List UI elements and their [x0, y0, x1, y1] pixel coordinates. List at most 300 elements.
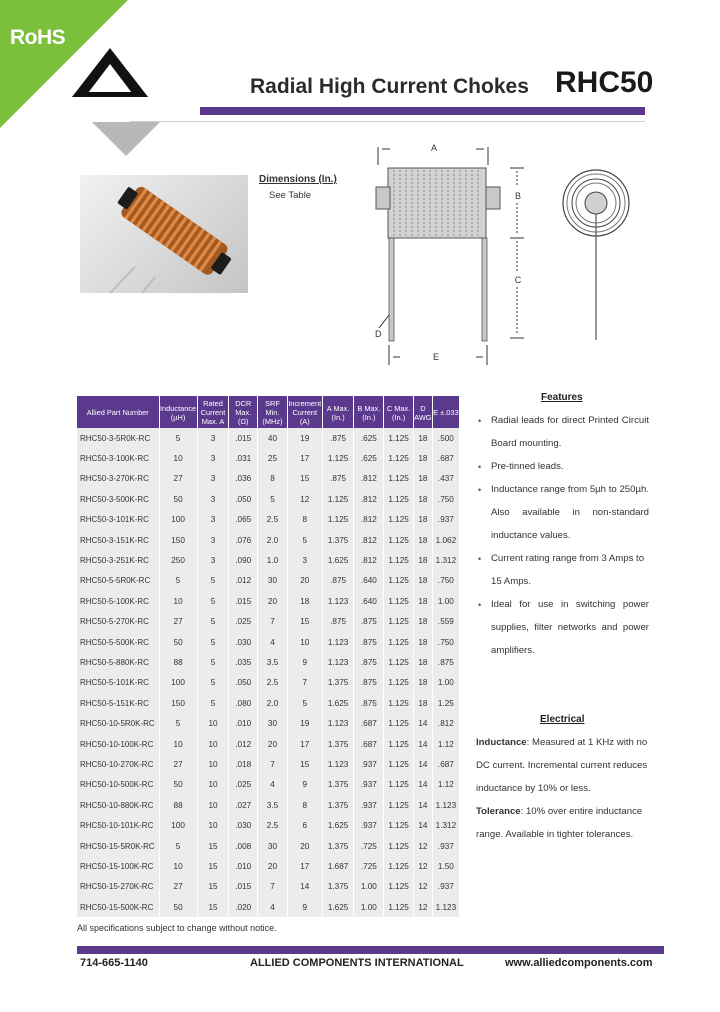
feature-item-1: Radial leads for direct Printed Circuit Board mounting. [491, 415, 649, 449]
feature-bullet-2: • [478, 462, 482, 472]
table-cell: 1.312 [432, 815, 459, 835]
table-cell: 50 [159, 897, 197, 917]
table-cell: 5 [258, 489, 288, 509]
table-cell: .640 [354, 591, 384, 611]
table-cell: 18 [413, 632, 432, 652]
table-cell: 4 [258, 632, 288, 652]
table-cell: 18 [413, 550, 432, 570]
table-cell: .750 [432, 571, 459, 591]
table-cell: .687 [432, 448, 459, 468]
table-cell: 25 [258, 448, 288, 468]
col-header-increment-current: Increment Current (A) [287, 396, 322, 428]
table-cell: 1.00 [432, 591, 459, 611]
table-cell: 4 [258, 897, 288, 917]
table-cell: 1.125 [384, 673, 414, 693]
table-cell: 3 [197, 469, 229, 489]
part-number-cell: RHC50-15-5R0K-RC [77, 836, 159, 856]
table-cell: 8 [287, 795, 322, 815]
table-cell: 7 [258, 877, 288, 897]
table-cell: 100 [159, 815, 197, 835]
table-cell: 12 [287, 489, 322, 509]
table-cell: 1.125 [322, 489, 354, 509]
table-cell: 1.00 [354, 877, 384, 897]
table-cell: 12 [413, 877, 432, 897]
table-cell: 1.375 [322, 877, 354, 897]
col-header-e: E ±.033 [432, 396, 459, 428]
table-row [77, 897, 459, 917]
table-cell: 2.5 [258, 815, 288, 835]
table-cell: 15 [197, 877, 229, 897]
table-cell: 3.5 [258, 652, 288, 672]
table-row [77, 815, 459, 835]
table-cell: 1.625 [322, 693, 354, 713]
table-header-row [77, 396, 459, 428]
table-cell: .076 [229, 530, 258, 550]
table-cell: 1.125 [384, 836, 414, 856]
table-row [77, 713, 459, 733]
table-cell: 9 [287, 897, 322, 917]
table-cell: 2.0 [258, 693, 288, 713]
table-row [77, 673, 459, 693]
table-cell: .036 [229, 469, 258, 489]
inductance-label: Inductance [476, 737, 527, 748]
table-cell: 17 [287, 734, 322, 754]
table-cell: .015 [229, 591, 258, 611]
table-row [77, 612, 459, 632]
table-cell: 14 [413, 713, 432, 733]
choke-illustration [80, 175, 248, 293]
table-cell: 18 [413, 469, 432, 489]
part-number-cell: RHC50-3-100K-RC [77, 448, 159, 468]
table-cell: 1.125 [384, 550, 414, 570]
table-cell: 12 [413, 897, 432, 917]
part-number-cell: RHC50-10-880K-RC [77, 795, 159, 815]
table-cell: 14 [287, 877, 322, 897]
table-cell: .640 [354, 571, 384, 591]
feature-bullet-3: • [478, 485, 482, 495]
table-cell: 1.125 [384, 877, 414, 897]
table-cell: 10 [159, 448, 197, 468]
table-cell: 1.123 [322, 591, 354, 611]
table-cell: .875 [322, 612, 354, 632]
allied-logo [70, 42, 170, 160]
table-cell: 1.125 [384, 897, 414, 917]
col-header-inductance: Inductance (µH) [159, 396, 197, 428]
features-title: Features [541, 392, 583, 403]
table-row [77, 836, 459, 856]
table-cell: 27 [159, 877, 197, 897]
footer-divider [77, 946, 664, 954]
table-row [77, 428, 459, 448]
table-cell: .937 [432, 836, 459, 856]
table-cell: 2.0 [258, 530, 288, 550]
table-cell: 1.125 [384, 856, 414, 876]
table-cell: 1.25 [432, 693, 459, 713]
table-cell: 14 [413, 754, 432, 774]
table-cell: .030 [229, 815, 258, 835]
table-cell: 1.625 [322, 897, 354, 917]
table-cell: 18 [413, 652, 432, 672]
table-cell: 1.125 [384, 489, 414, 509]
table-cell: 1.125 [384, 693, 414, 713]
table-row [77, 469, 459, 489]
table-cell: 12 [413, 856, 432, 876]
table-cell: 20 [258, 856, 288, 876]
table-cell: 6 [287, 815, 322, 835]
table-cell: .437 [432, 469, 459, 489]
table-footnote: All specifications subject to change without notice. [77, 923, 277, 933]
table-cell: .010 [229, 713, 258, 733]
table-cell: 15 [287, 612, 322, 632]
dim-label-a: A [430, 143, 438, 153]
table-cell: 9 [287, 775, 322, 795]
table-cell: 1.00 [432, 673, 459, 693]
dim-label-c: C [514, 275, 522, 285]
table-cell: 10 [159, 734, 197, 754]
table-cell: .812 [354, 510, 384, 530]
table-cell: 20 [258, 591, 288, 611]
table-cell: 15 [287, 469, 322, 489]
table-cell: .875 [354, 673, 384, 693]
col-header-part-number: Allied Part Number [77, 396, 159, 428]
coil-end-view [563, 170, 629, 340]
table-cell: .010 [229, 856, 258, 876]
table-cell: 30 [258, 836, 288, 856]
feature-bullet-5: • [478, 600, 482, 610]
table-cell: .750 [432, 632, 459, 652]
table-cell: 10 [197, 775, 229, 795]
table-cell: 3 [197, 550, 229, 570]
table-row [77, 489, 459, 509]
table-cell: 1.125 [384, 754, 414, 774]
feature-item-4: Current rating range from 3 Amps to 15 Amps. [491, 553, 645, 587]
table-cell: 5 [159, 428, 197, 448]
table-row [77, 591, 459, 611]
table-cell: 1.375 [322, 795, 354, 815]
table-cell: .015 [229, 877, 258, 897]
table-cell: 10 [197, 795, 229, 815]
table-cell: 1.123 [432, 795, 459, 815]
table-cell: 1.375 [322, 775, 354, 795]
table-cell: 8 [258, 469, 288, 489]
table-cell: 2.5 [258, 673, 288, 693]
table-cell: 10 [197, 734, 229, 754]
electrical-tolerance [476, 800, 650, 846]
table-cell: .812 [354, 469, 384, 489]
part-number-cell: RHC50-15-270K-RC [77, 877, 159, 897]
table-cell: 1.00 [354, 897, 384, 917]
part-number-cell: RHC50-3-5R0K-RC [77, 428, 159, 448]
table-cell: 30 [258, 571, 288, 591]
table-cell: 1.123 [322, 713, 354, 733]
table-cell: 3 [197, 489, 229, 509]
col-header-srf: SRF Min. (MHz) [258, 396, 288, 428]
table-cell: 1.125 [384, 713, 414, 733]
table-cell: 1.12 [432, 734, 459, 754]
table-cell: 10 [159, 856, 197, 876]
table-cell: 1.125 [322, 448, 354, 468]
title-divider [200, 107, 645, 115]
part-number-cell: RHC50-10-270K-RC [77, 754, 159, 774]
table-cell: 1.125 [322, 510, 354, 530]
table-cell: .018 [229, 754, 258, 774]
part-number-cell: RHC50-5-880K-RC [77, 652, 159, 672]
model-number: RHC50 [555, 66, 654, 99]
tolerance-text: : 10% over entire inductance range. Available in tighter tolerances. [476, 806, 643, 840]
table-cell: 18 [413, 428, 432, 448]
table-row [77, 856, 459, 876]
table-cell: .937 [432, 877, 459, 897]
table-row [77, 530, 459, 550]
table-cell: .750 [432, 489, 459, 509]
col-header-d: D AWG [413, 396, 432, 428]
dim-label-b: B [514, 191, 522, 201]
table-cell: .020 [229, 897, 258, 917]
table-cell: 9 [287, 652, 322, 672]
table-cell: .050 [229, 673, 258, 693]
table-cell: 1.625 [322, 815, 354, 835]
table-cell: 1.125 [384, 612, 414, 632]
table-cell: 3 [197, 448, 229, 468]
part-number-cell: RHC50-10-5R0K-RC [77, 713, 159, 733]
table-cell: 5 [197, 693, 229, 713]
table-cell: .025 [229, 775, 258, 795]
table-cell: .500 [432, 428, 459, 448]
table-cell: .725 [354, 856, 384, 876]
feature-bullet-4: • [478, 554, 482, 564]
table-cell: .050 [229, 489, 258, 509]
table-cell: 100 [159, 510, 197, 530]
table-cell: 1.125 [384, 815, 414, 835]
table-cell: 15 [197, 897, 229, 917]
col-header-dcr: DCR Max. (Ω) [229, 396, 258, 428]
table-cell: 4 [258, 775, 288, 795]
table-cell: .012 [229, 734, 258, 754]
tolerance-label: Tolerance [476, 806, 521, 817]
table-cell: 1.062 [432, 530, 459, 550]
part-number-cell: RHC50-15-500K-RC [77, 897, 159, 917]
table-cell: 1.0 [258, 550, 288, 570]
page-title: Radial High Current Chokes [250, 75, 529, 98]
table-cell: 1.375 [322, 836, 354, 856]
table-cell: 20 [287, 571, 322, 591]
table-cell: 1.12 [432, 775, 459, 795]
table-cell: 18 [413, 673, 432, 693]
table-cell: .008 [229, 836, 258, 856]
table-cell: 5 [197, 571, 229, 591]
table-cell: .937 [354, 775, 384, 795]
table-cell: .065 [229, 510, 258, 530]
table-cell: 50 [159, 775, 197, 795]
dimension-drawing [360, 135, 660, 375]
part-number-cell: RHC50-5-270K-RC [77, 612, 159, 632]
table-cell: 250 [159, 550, 197, 570]
table-cell: .012 [229, 571, 258, 591]
electrical-title: Electrical [540, 714, 585, 725]
table-cell: 10 [287, 632, 322, 652]
table-cell: 1.125 [384, 448, 414, 468]
table-cell: 1.125 [384, 734, 414, 754]
table-cell: 7 [258, 612, 288, 632]
product-photo [80, 175, 248, 293]
table-row [77, 754, 459, 774]
table-cell: .875 [322, 469, 354, 489]
table-cell: 18 [413, 489, 432, 509]
footer-phone: 714-665-1140 [80, 957, 148, 969]
part-number-cell: RHC50-15-100K-RC [77, 856, 159, 876]
table-row [77, 550, 459, 570]
table-cell: 1.375 [322, 530, 354, 550]
table-cell: 14 [413, 795, 432, 815]
table-row [77, 571, 459, 591]
table-cell: 18 [413, 591, 432, 611]
electrical-inductance [476, 731, 650, 800]
table-cell: 1.123 [322, 652, 354, 672]
table-cell: 18 [413, 510, 432, 530]
table-cell: 10 [197, 754, 229, 774]
table-cell: .031 [229, 448, 258, 468]
part-number-cell: RHC50-10-500K-RC [77, 775, 159, 795]
col-header-rated-current: Rated Current Max. A [197, 396, 229, 428]
table-cell: 3.5 [258, 795, 288, 815]
table-cell: 1.375 [322, 734, 354, 754]
table-cell: 5 [159, 713, 197, 733]
table-cell: 27 [159, 754, 197, 774]
table-cell: 27 [159, 469, 197, 489]
spec-table [77, 396, 459, 917]
table-cell: 10 [159, 591, 197, 611]
table-cell: .937 [354, 815, 384, 835]
table-cell: .559 [432, 612, 459, 632]
table-cell: 18 [413, 530, 432, 550]
table-cell: 1.125 [384, 428, 414, 448]
part-number-cell: RHC50-10-101K-RC [77, 815, 159, 835]
table-cell: 1.687 [322, 856, 354, 876]
table-cell: .875 [432, 652, 459, 672]
table-row [77, 734, 459, 754]
table-cell: 1.125 [384, 775, 414, 795]
table-cell: 1.125 [384, 469, 414, 489]
table-cell: 5 [197, 591, 229, 611]
table-cell: 27 [159, 612, 197, 632]
table-cell: .812 [354, 550, 384, 570]
table-row [77, 448, 459, 468]
table-cell: 5 [197, 673, 229, 693]
table-cell: 5 [197, 632, 229, 652]
table-cell: 19 [287, 713, 322, 733]
table-cell: .625 [354, 428, 384, 448]
table-cell: 14 [413, 775, 432, 795]
feature-item-3: Inductance range from 5µh to 250µh. Also available in non-standard inductance values. [491, 484, 649, 541]
table-cell: 20 [287, 836, 322, 856]
table-cell: .875 [322, 428, 354, 448]
feature-item-5: Ideal for use in switching power supplies, filter networks and power amplifiers. [491, 599, 649, 656]
rohs-badge-label: RoHS [10, 26, 66, 49]
table-cell: 5 [159, 836, 197, 856]
table-cell: .812 [354, 530, 384, 550]
part-number-cell: RHC50-3-251K-RC [77, 550, 159, 570]
table-cell: 5 [197, 612, 229, 632]
table-cell: .687 [354, 734, 384, 754]
table-cell: 15 [197, 856, 229, 876]
table-row [77, 795, 459, 815]
table-cell: 17 [287, 448, 322, 468]
table-cell: 3 [197, 428, 229, 448]
table-cell: .812 [354, 489, 384, 509]
table-cell: 1.123 [322, 632, 354, 652]
footer-company: ALLIED COMPONENTS INTERNATIONAL [250, 957, 464, 969]
part-number-cell: RHC50-3-500K-RC [77, 489, 159, 509]
table-cell: .687 [354, 713, 384, 733]
table-cell: 1.50 [432, 856, 459, 876]
table-cell: .687 [432, 754, 459, 774]
table-cell: 19 [287, 428, 322, 448]
spec-table-body [77, 428, 459, 917]
table-cell: 18 [413, 448, 432, 468]
table-cell: .937 [432, 510, 459, 530]
dim-label-e: E [432, 352, 440, 362]
table-cell: 7 [287, 673, 322, 693]
table-cell: 10 [197, 713, 229, 733]
table-cell: .875 [354, 612, 384, 632]
table-cell: 1.125 [384, 571, 414, 591]
dim-label-d: D [375, 329, 382, 339]
table-cell: 18 [413, 571, 432, 591]
table-cell: 14 [413, 734, 432, 754]
table-cell: 40 [258, 428, 288, 448]
part-number-cell: RHC50-5-151K-RC [77, 693, 159, 713]
table-cell: 88 [159, 795, 197, 815]
table-cell: .875 [354, 632, 384, 652]
table-cell: 1.123 [322, 754, 354, 774]
table-cell: 14 [413, 815, 432, 835]
table-cell: 3 [287, 550, 322, 570]
table-cell: 20 [258, 734, 288, 754]
table-cell: 1.125 [384, 795, 414, 815]
table-cell: 3 [197, 530, 229, 550]
table-cell: 30 [258, 713, 288, 733]
part-number-cell: RHC50-3-151K-RC [77, 530, 159, 550]
table-cell: 2.5 [258, 510, 288, 530]
table-cell: 1.125 [384, 652, 414, 672]
table-row [77, 775, 459, 795]
table-cell: .875 [354, 693, 384, 713]
table-row [77, 877, 459, 897]
table-cell: .015 [229, 428, 258, 448]
table-cell: 18 [413, 612, 432, 632]
table-cell: 150 [159, 693, 197, 713]
table-row [77, 632, 459, 652]
table-cell: 12 [413, 836, 432, 856]
feature-item-2: Pre-tinned leads. [491, 461, 564, 472]
table-cell: 15 [197, 836, 229, 856]
table-cell: .875 [354, 652, 384, 672]
table-cell: .035 [229, 652, 258, 672]
table-cell: 10 [197, 815, 229, 835]
title-divider-light [130, 121, 645, 122]
table-cell: 1.125 [384, 591, 414, 611]
table-cell: 8 [287, 510, 322, 530]
table-row [77, 510, 459, 530]
table-cell: .875 [322, 571, 354, 591]
footer-website[interactable]: www.alliedcomponents.com [505, 957, 653, 969]
part-number-cell: RHC50-5-5R0K-RC [77, 571, 159, 591]
table-cell: 15 [287, 754, 322, 774]
part-number-cell: RHC50-5-500K-RC [77, 632, 159, 652]
table-cell: 88 [159, 652, 197, 672]
table-cell: 1.125 [384, 510, 414, 530]
table-row [77, 693, 459, 713]
